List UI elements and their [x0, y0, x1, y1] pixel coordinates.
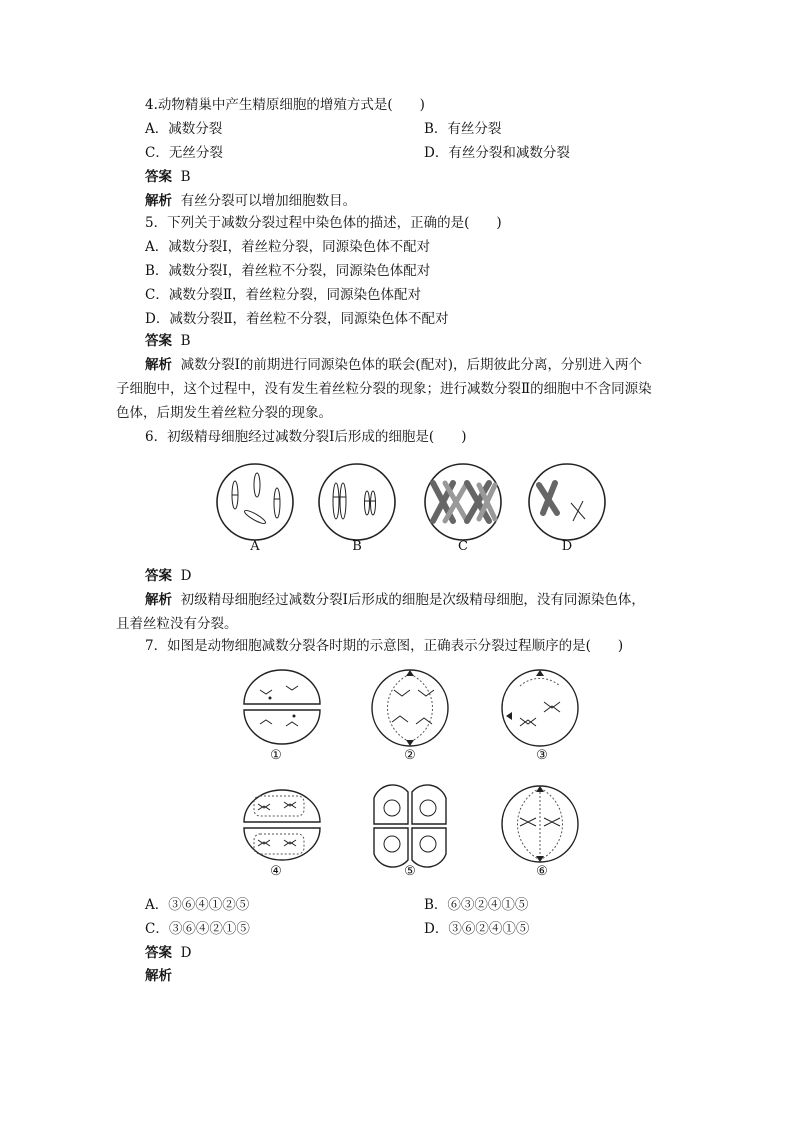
- q6-answer-row: [145, 567, 191, 585]
- q5-option-c: C．减数分裂Ⅱ，着丝粒分裂，同源染色体配对: [145, 287, 422, 303]
- q5-option-b: B．减数分裂Ⅰ，着丝粒不分裂，同源染色体配对: [145, 263, 431, 279]
- q7-label-3: ③: [536, 748, 548, 763]
- cell-3: [502, 670, 578, 746]
- q6-analysis-line-2: 且着丝粒没有分裂。: [116, 616, 238, 632]
- cell-5: [374, 785, 446, 867]
- analysis-label: 解析: [145, 592, 172, 608]
- analysis-text: 有丝分裂可以增加细胞数目。: [180, 193, 357, 209]
- q6-cells-svg: [205, 455, 615, 560]
- q6-label-b: B: [352, 539, 362, 554]
- analysis-text: 减数分裂Ⅰ的前期进行同源染色体的联会(配对)，后期彼此分离，分别进入两个: [180, 357, 642, 373]
- answer-label: 答案: [145, 945, 172, 961]
- q5-option-d: D．减数分裂Ⅱ，着丝粒不分裂，同源染色体不配对: [145, 311, 449, 327]
- q6-analysis-row: [145, 591, 645, 609]
- answer-value: B: [180, 169, 191, 185]
- q5-answer-row: [145, 332, 191, 350]
- q4-option-d: D．有丝分裂和减数分裂: [424, 145, 570, 161]
- cell-c: [425, 464, 501, 540]
- analysis-label: 解析: [145, 968, 172, 984]
- q5-analysis-line-3: 色体，后期发生着丝粒分裂的现象。: [116, 405, 332, 421]
- q7-analysis-row: [145, 967, 172, 985]
- analysis-label: 解析: [145, 193, 172, 209]
- q7-option-a: A．③⑥④①②⑤: [145, 897, 250, 913]
- q7-label-4: ④: [270, 864, 282, 879]
- q5-stem: 5．下列关于减数分裂过程中染色体的描述，正确的是( ): [145, 215, 502, 231]
- q7-option-c: C．③⑥④②①⑤: [145, 921, 250, 937]
- q6-label-a: A: [250, 539, 260, 554]
- q4-option-a: A．减数分裂: [145, 121, 223, 137]
- q7-answer-row: [145, 944, 191, 962]
- q6-label-d: D: [561, 539, 573, 554]
- q4-analysis-row: [145, 192, 356, 210]
- q5-analysis-line-2: 子细胞中，这个过程中，没有发生着丝粒分裂的现象；进行减数分裂Ⅱ的细胞中不含同源染: [116, 381, 652, 397]
- q7-stem: 7．如图是动物细胞减数分裂各时期的示意图，正确表示分裂过程顺序的是( ): [145, 638, 624, 654]
- q4-option-c: C．无丝分裂: [145, 145, 223, 161]
- analysis-label: 解析: [145, 357, 172, 373]
- q5-option-a: A．减数分裂Ⅰ，着丝粒分裂，同源染色体不配对: [145, 239, 431, 255]
- cell-6: [502, 786, 578, 862]
- q7-label-1: ①: [270, 748, 282, 763]
- answer-label: 答案: [145, 169, 172, 185]
- q7-label-2: ②: [404, 748, 416, 763]
- answer-value: D: [180, 568, 192, 584]
- q4-answer-row: [145, 168, 191, 186]
- cell-d: [529, 464, 605, 540]
- q6-label-c: C: [458, 539, 468, 554]
- analysis-text: 初级精母细胞经过减数分裂Ⅰ后形成的细胞是次级精母细胞，没有同源染色体，: [180, 592, 645, 608]
- cell-1: [244, 670, 320, 744]
- q7-label-6: ⑥: [536, 864, 548, 879]
- q5-analysis-row: [145, 356, 642, 374]
- q7-option-b: B．⑥③②④①⑤: [424, 897, 529, 913]
- q4-stem: 4.动物精巢中产生精原细胞的增殖方式是( ): [145, 97, 425, 113]
- q7-option-d: D．③⑥②④①⑤: [424, 921, 530, 937]
- answer-label: 答案: [145, 333, 172, 349]
- q7-figure: [230, 668, 592, 886]
- answer-label: 答案: [145, 568, 172, 584]
- q6-figure: [205, 455, 615, 560]
- cell-4: [244, 790, 320, 860]
- cell-b: [319, 464, 395, 540]
- cell-2: [372, 670, 448, 746]
- answer-value: D: [180, 945, 192, 961]
- q4-option-b: B．有丝分裂: [424, 121, 502, 137]
- cell-a: [217, 464, 293, 540]
- q6-stem: 6．初级精母细胞经过减数分裂Ⅰ后形成的细胞是( ): [145, 429, 467, 445]
- answer-value: B: [180, 333, 191, 349]
- q7-cells-svg: [230, 668, 592, 886]
- q7-label-5: ⑤: [404, 864, 416, 879]
